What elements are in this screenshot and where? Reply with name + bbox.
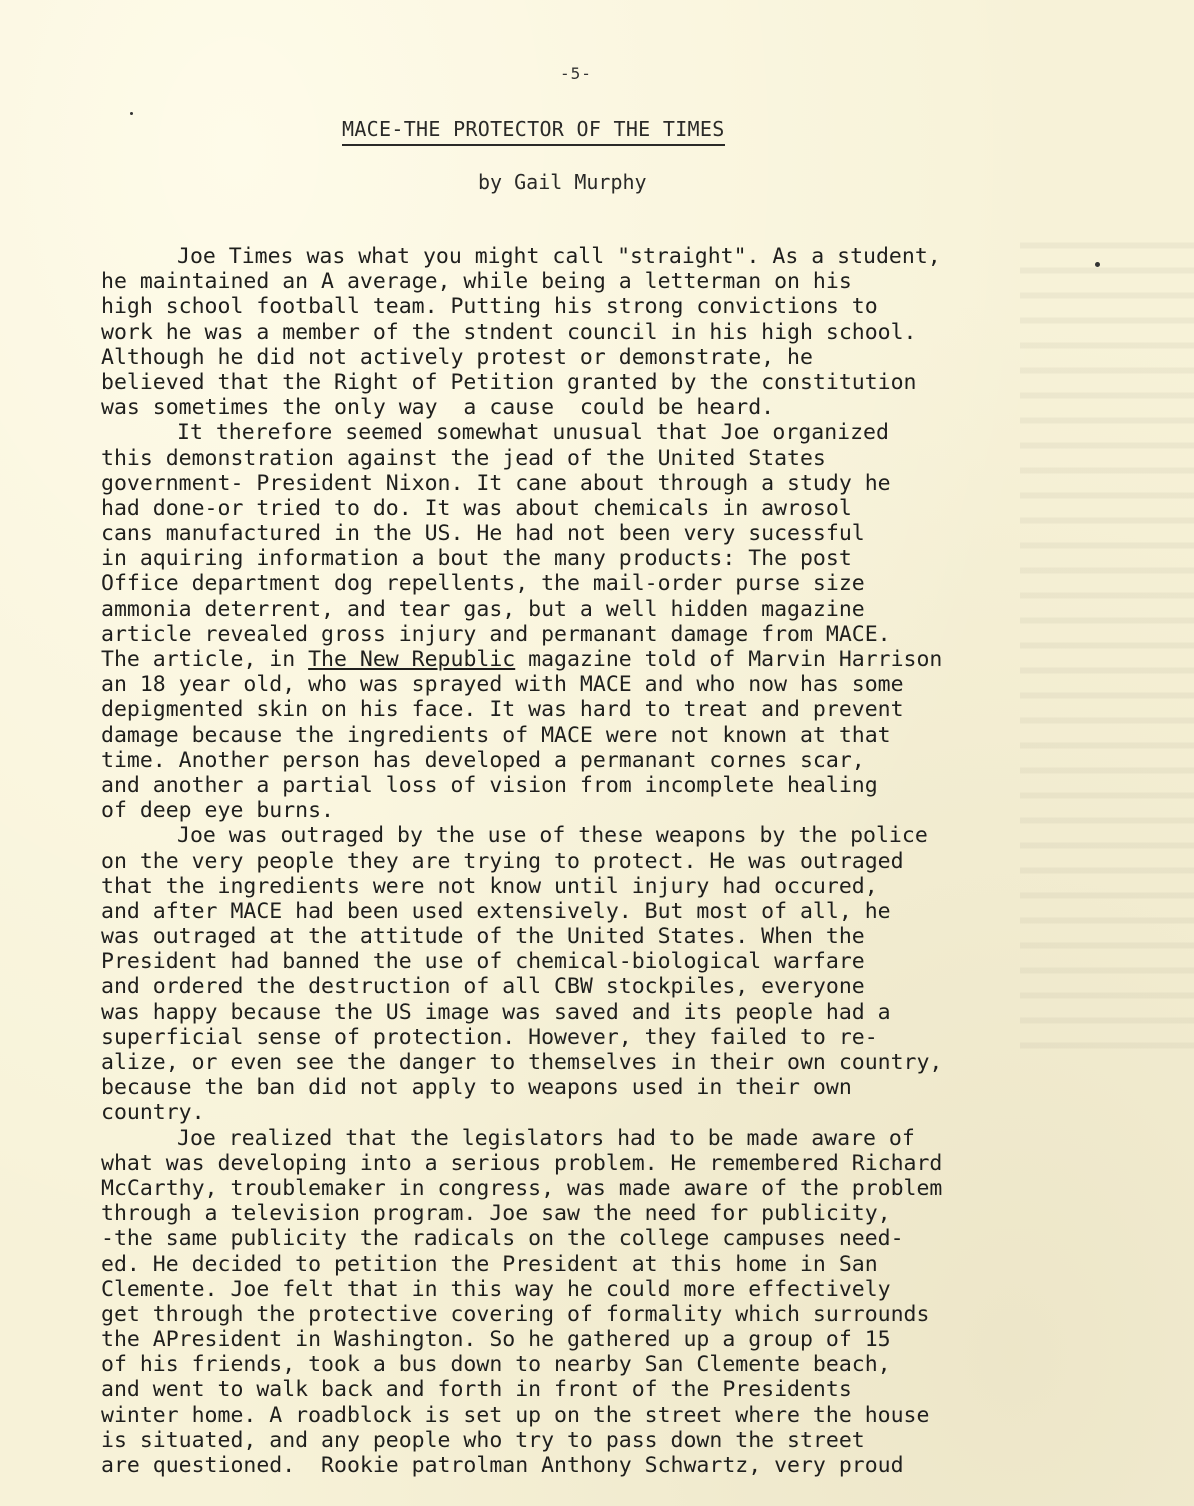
text-run: magazine told of Marvin Harrison (515, 647, 943, 672)
text-line (101, 899, 1101, 924)
text-run: The article, in (101, 647, 309, 672)
text-line (101, 244, 1101, 269)
ink-spot (130, 112, 133, 115)
text-line (101, 446, 1101, 471)
text-line (101, 1176, 1101, 1201)
text-line (101, 1277, 1101, 1302)
text-line (101, 1428, 1101, 1453)
text-run: Office department dog repellents, the mail-order purse size (101, 571, 865, 597)
text-line (101, 597, 1101, 622)
text-run: in aquiring information a bout the many products: The post (101, 546, 852, 572)
text-run: ammonia deterrent, and tear gas, but a well hidden magazine (101, 596, 865, 622)
text-run: time. Another person has developed a permanant cornes scar, (101, 747, 865, 773)
text-run: believed that the Right of Petition granted by the constitution (101, 369, 917, 395)
text-line (101, 571, 1101, 596)
text-line (101, 1201, 1101, 1226)
text-run: Joe realized that the legislators had to be made aware of (177, 1125, 915, 1151)
text-line (101, 773, 1101, 798)
text-run: country. (101, 1100, 205, 1126)
text-run: are questioned. Rookie patrolman Anthony Schwartz, very proud (101, 1453, 904, 1478)
page-number: -5- (560, 64, 592, 83)
magazine-title: The New Republic (308, 647, 516, 672)
text-line (101, 748, 1101, 773)
text-run: McCarthy, troublemaker in congress, was made aware of the problem (101, 1175, 943, 1201)
text-run: and ordered the destruction of all CBW stockpiles, everyone (101, 974, 865, 1000)
text-line (101, 924, 1101, 949)
text-line (101, 1377, 1101, 1402)
text-run: President had banned the use of chemical-biological warfare (101, 949, 865, 975)
text-line (101, 849, 1101, 874)
text-line (101, 1100, 1101, 1125)
text-run: of his friends, took a bus down to nearby San Clemente beach, (101, 1352, 891, 1378)
text-line (101, 1126, 1101, 1151)
text-line (101, 1025, 1101, 1050)
text-run: government- President Nixon. It cane about through a study he (101, 470, 891, 496)
text-run: work he was a member of the stndent council in his high school. (101, 319, 917, 345)
text-run: superficial sense of protection. However, they failed to re- (101, 1024, 878, 1050)
text-run: because the ban did not apply to weapons used in their own (101, 1075, 852, 1101)
text-line (101, 521, 1101, 546)
text-run: get through the protective covering of formality which surrounds (101, 1301, 930, 1327)
text-run: ed. He decided to petition the President at this home in San (101, 1251, 878, 1277)
text-run: Clemente. Joe felt that in this way he could more effectively (101, 1276, 891, 1302)
text-run: on the very people they are trying to protect. He was outraged (101, 848, 904, 874)
text-run: Joe was outraged by the use of these weapons by the police (177, 823, 928, 849)
text-line (101, 320, 1101, 345)
text-run: Joe Times was what you might call "straight". As a student, (177, 244, 941, 269)
text-run: what was developing into a serious problem. He remembered Richard (101, 1150, 943, 1176)
text-run: of deep eye burns. (101, 798, 334, 824)
text-line (101, 974, 1101, 999)
text-line (101, 798, 1101, 823)
text-run: was outraged at the attitude of the United States. When the (101, 924, 865, 950)
text-line (101, 697, 1101, 722)
text-line (101, 420, 1101, 445)
text-line (101, 1050, 1101, 1075)
text-run: was sometimes the only way a cause could be heard. (101, 395, 775, 421)
text-run: alize, or even see the danger to themselves in their own country, (101, 1050, 943, 1075)
text-run: the APresident in Washington. So he gathered up a group of 15 (101, 1327, 891, 1353)
byline: by Gail Murphy (478, 170, 647, 194)
text-run: was happy because the US image was saved and its people had a (101, 999, 891, 1025)
text-run: he maintained an A average, while being a letterman on his (101, 269, 852, 295)
page-title: MACE-THE PROTECTOR OF THE TIMES (342, 117, 725, 146)
text-line (101, 471, 1101, 496)
text-line (101, 294, 1101, 319)
text-line (101, 647, 1101, 672)
text-line (101, 1000, 1101, 1025)
text-line (101, 1151, 1101, 1176)
text-line (101, 874, 1101, 899)
text-run: an 18 year old, who was sprayed with MACE and who now has some (101, 672, 904, 698)
text-line (101, 1252, 1101, 1277)
text-line (101, 1403, 1101, 1428)
text-line (101, 345, 1101, 370)
text-run: high school football team. Putting his strong convictions to (101, 294, 878, 320)
text-run: -the same publicity the radicals on the college campuses need- (101, 1226, 904, 1252)
text-run: winter home. A roadblock is set up on the street where the house (101, 1402, 930, 1428)
text-line (101, 1075, 1101, 1100)
text-run: Although he did not actively protest or demonstrate, he (101, 344, 813, 370)
text-run: It therefore seemed somewhat unusual that Joe organized (177, 420, 889, 446)
text-run: and went to walk back and forth in front of the Presidents (101, 1377, 852, 1403)
text-line (101, 1352, 1101, 1377)
text-run: damage because the ingredients of MACE were not known at that (101, 722, 891, 748)
text-run: that the ingredients were not know until injury had occured, (101, 873, 878, 899)
text-run: depigmented skin on his face. It was hard to treat and prevent (101, 697, 904, 723)
text-line (101, 1327, 1101, 1352)
text-line (101, 395, 1101, 420)
text-run: is situated, and any people who try to pass down the street (101, 1427, 865, 1453)
text-line (101, 823, 1101, 848)
text-run: and another a partial loss of vision from incomplete healing (101, 772, 878, 798)
text-run: cans manufactured in the US. He had not been very sucessful (101, 521, 865, 547)
text-line (101, 1453, 1101, 1478)
text-line (101, 723, 1101, 748)
text-line (101, 1302, 1101, 1327)
text-line (101, 496, 1101, 521)
text-run: article revealed gross injury and permanant damage from MACE. (101, 621, 891, 647)
text-line (101, 672, 1101, 697)
text-line (101, 269, 1101, 294)
text-line (101, 622, 1101, 647)
text-run: and after MACE had been used extensively. But most of all, he (101, 898, 891, 924)
text-run: had done-or tried to do. It was about chemicals in awrosol (101, 495, 852, 521)
text-line (101, 1226, 1101, 1251)
text-run: through a television program. Joe saw the need for publicity, (101, 1201, 891, 1227)
text-line (101, 370, 1101, 395)
text-line (101, 949, 1101, 974)
text-line (101, 546, 1101, 571)
article-body (101, 244, 1101, 1478)
text-run: this demonstration against the jead of the United States (101, 445, 826, 471)
